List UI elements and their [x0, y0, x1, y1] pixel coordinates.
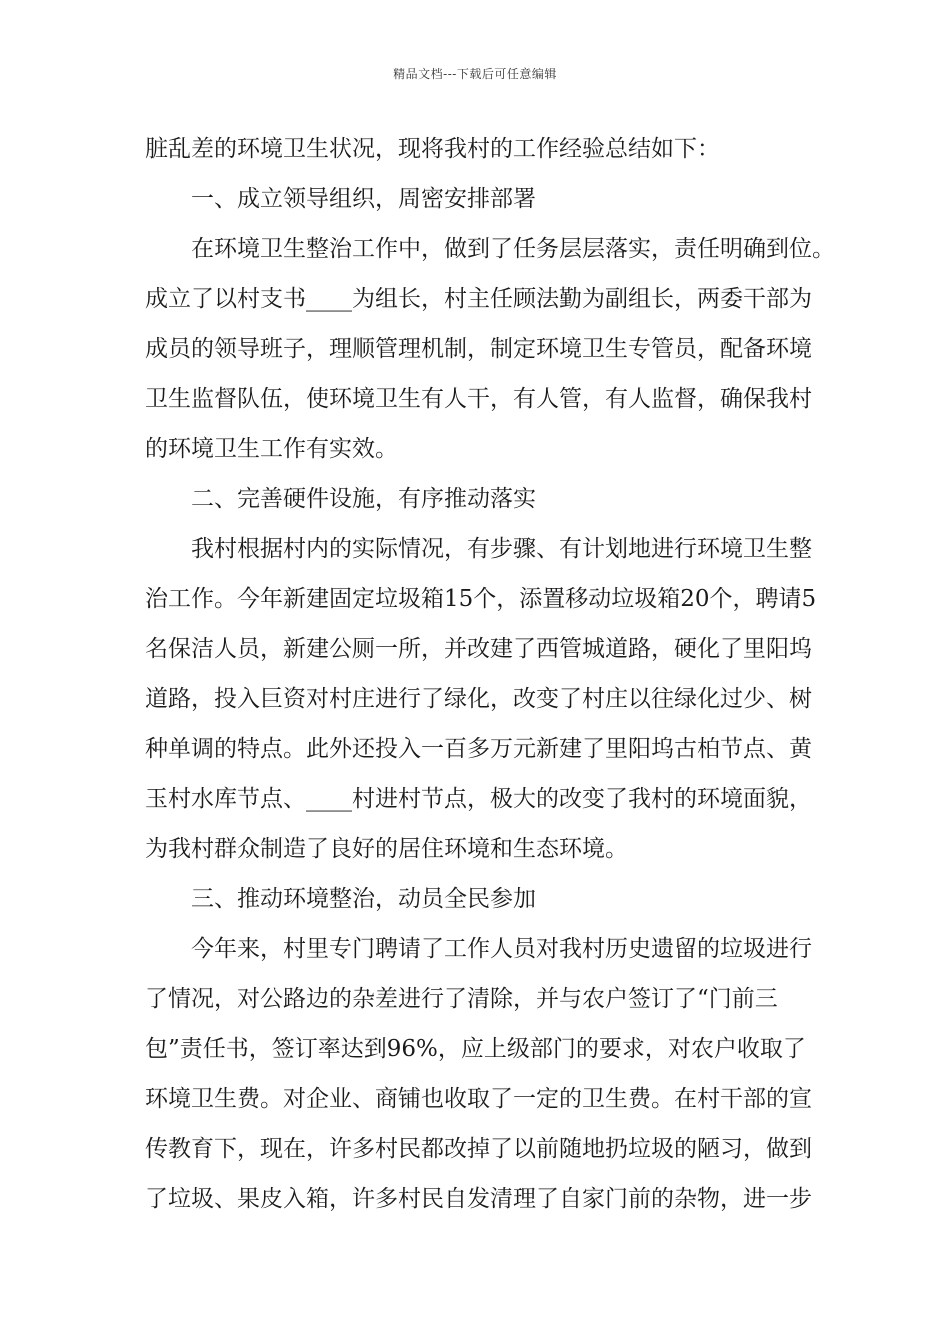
text-line: 了垃圾、果皮入箱，许多村民自发清理了自家门前的杂物，进一步	[145, 1186, 812, 1212]
section-heading: 三、推动环境整治，动员全民参加	[191, 886, 536, 912]
section-heading: 二、完善硬件设施，有序推动落实	[191, 486, 536, 512]
text-line: 环境卫生费。对企业、商铺也收取了一定的卫生费。在村干部的宣	[145, 1086, 812, 1112]
text-line: 脏乱差的环境卫生状况，现将我村的工作经验总结如下：	[145, 136, 720, 162]
text-line: 成立了以村支书____为组长，村主任顾法勤为副组长，两委干部为	[145, 286, 812, 312]
text-line: 道路，投入巨资对村庄进行了绿化，改变了村庄以往绿化过少、树	[145, 686, 812, 712]
text-line: 种单调的特点。此外还投入一百多万元新建了里阳坞古柏节点、黄	[145, 736, 812, 762]
text-line: 我村根据村内的实际情况，有步骤、有计划地进行环境卫生整	[191, 536, 812, 562]
text-line: 治工作。今年新建固定垃圾箱15个，添置移动垃圾箱20个，聘请5	[145, 586, 817, 612]
text-line: 名保洁人员，新建公厕一所，并改建了西管城道路，硬化了里阳坞	[145, 636, 812, 662]
text-line: 成员的领导班子，理顺管理机制，制定环境卫生专管员，配备环境	[145, 336, 812, 362]
text-line: 玉村水库节点、____村进村节点，极大的改变了我村的环境面貌，	[145, 786, 812, 812]
text-line: 的环境卫生工作有实效。	[145, 436, 398, 462]
text-line: 包”责任书，签订率达到96%，应上级部门的要求，对农户收取了	[145, 1036, 806, 1062]
text-line: 了情况，对公路边的杂差进行了清除，并与农户签订了“门前三	[145, 986, 778, 1012]
text-line: 卫生监督队伍，使环境卫生有人干，有人管，有人监督，确保我村	[145, 386, 812, 412]
text-line: 传教育下，现在，许多村民都改掉了以前随地扔垃圾的陋习，做到	[145, 1136, 812, 1162]
text-line: 在环境卫生整治工作中，做到了任务层层落实，责任明确到位。	[191, 236, 835, 262]
section-heading: 一、成立领导组织，周密安排部署	[191, 186, 536, 212]
text-line: 今年来，村里专门聘请了工作人员对我村历史遗留的垃圾进行	[191, 936, 812, 962]
document-body	[145, 124, 835, 1224]
page-header: 精品文档---下载后可任意编辑	[393, 67, 557, 81]
text-line: 为我村群众制造了良好的居住环境和生态环境。	[145, 836, 628, 862]
